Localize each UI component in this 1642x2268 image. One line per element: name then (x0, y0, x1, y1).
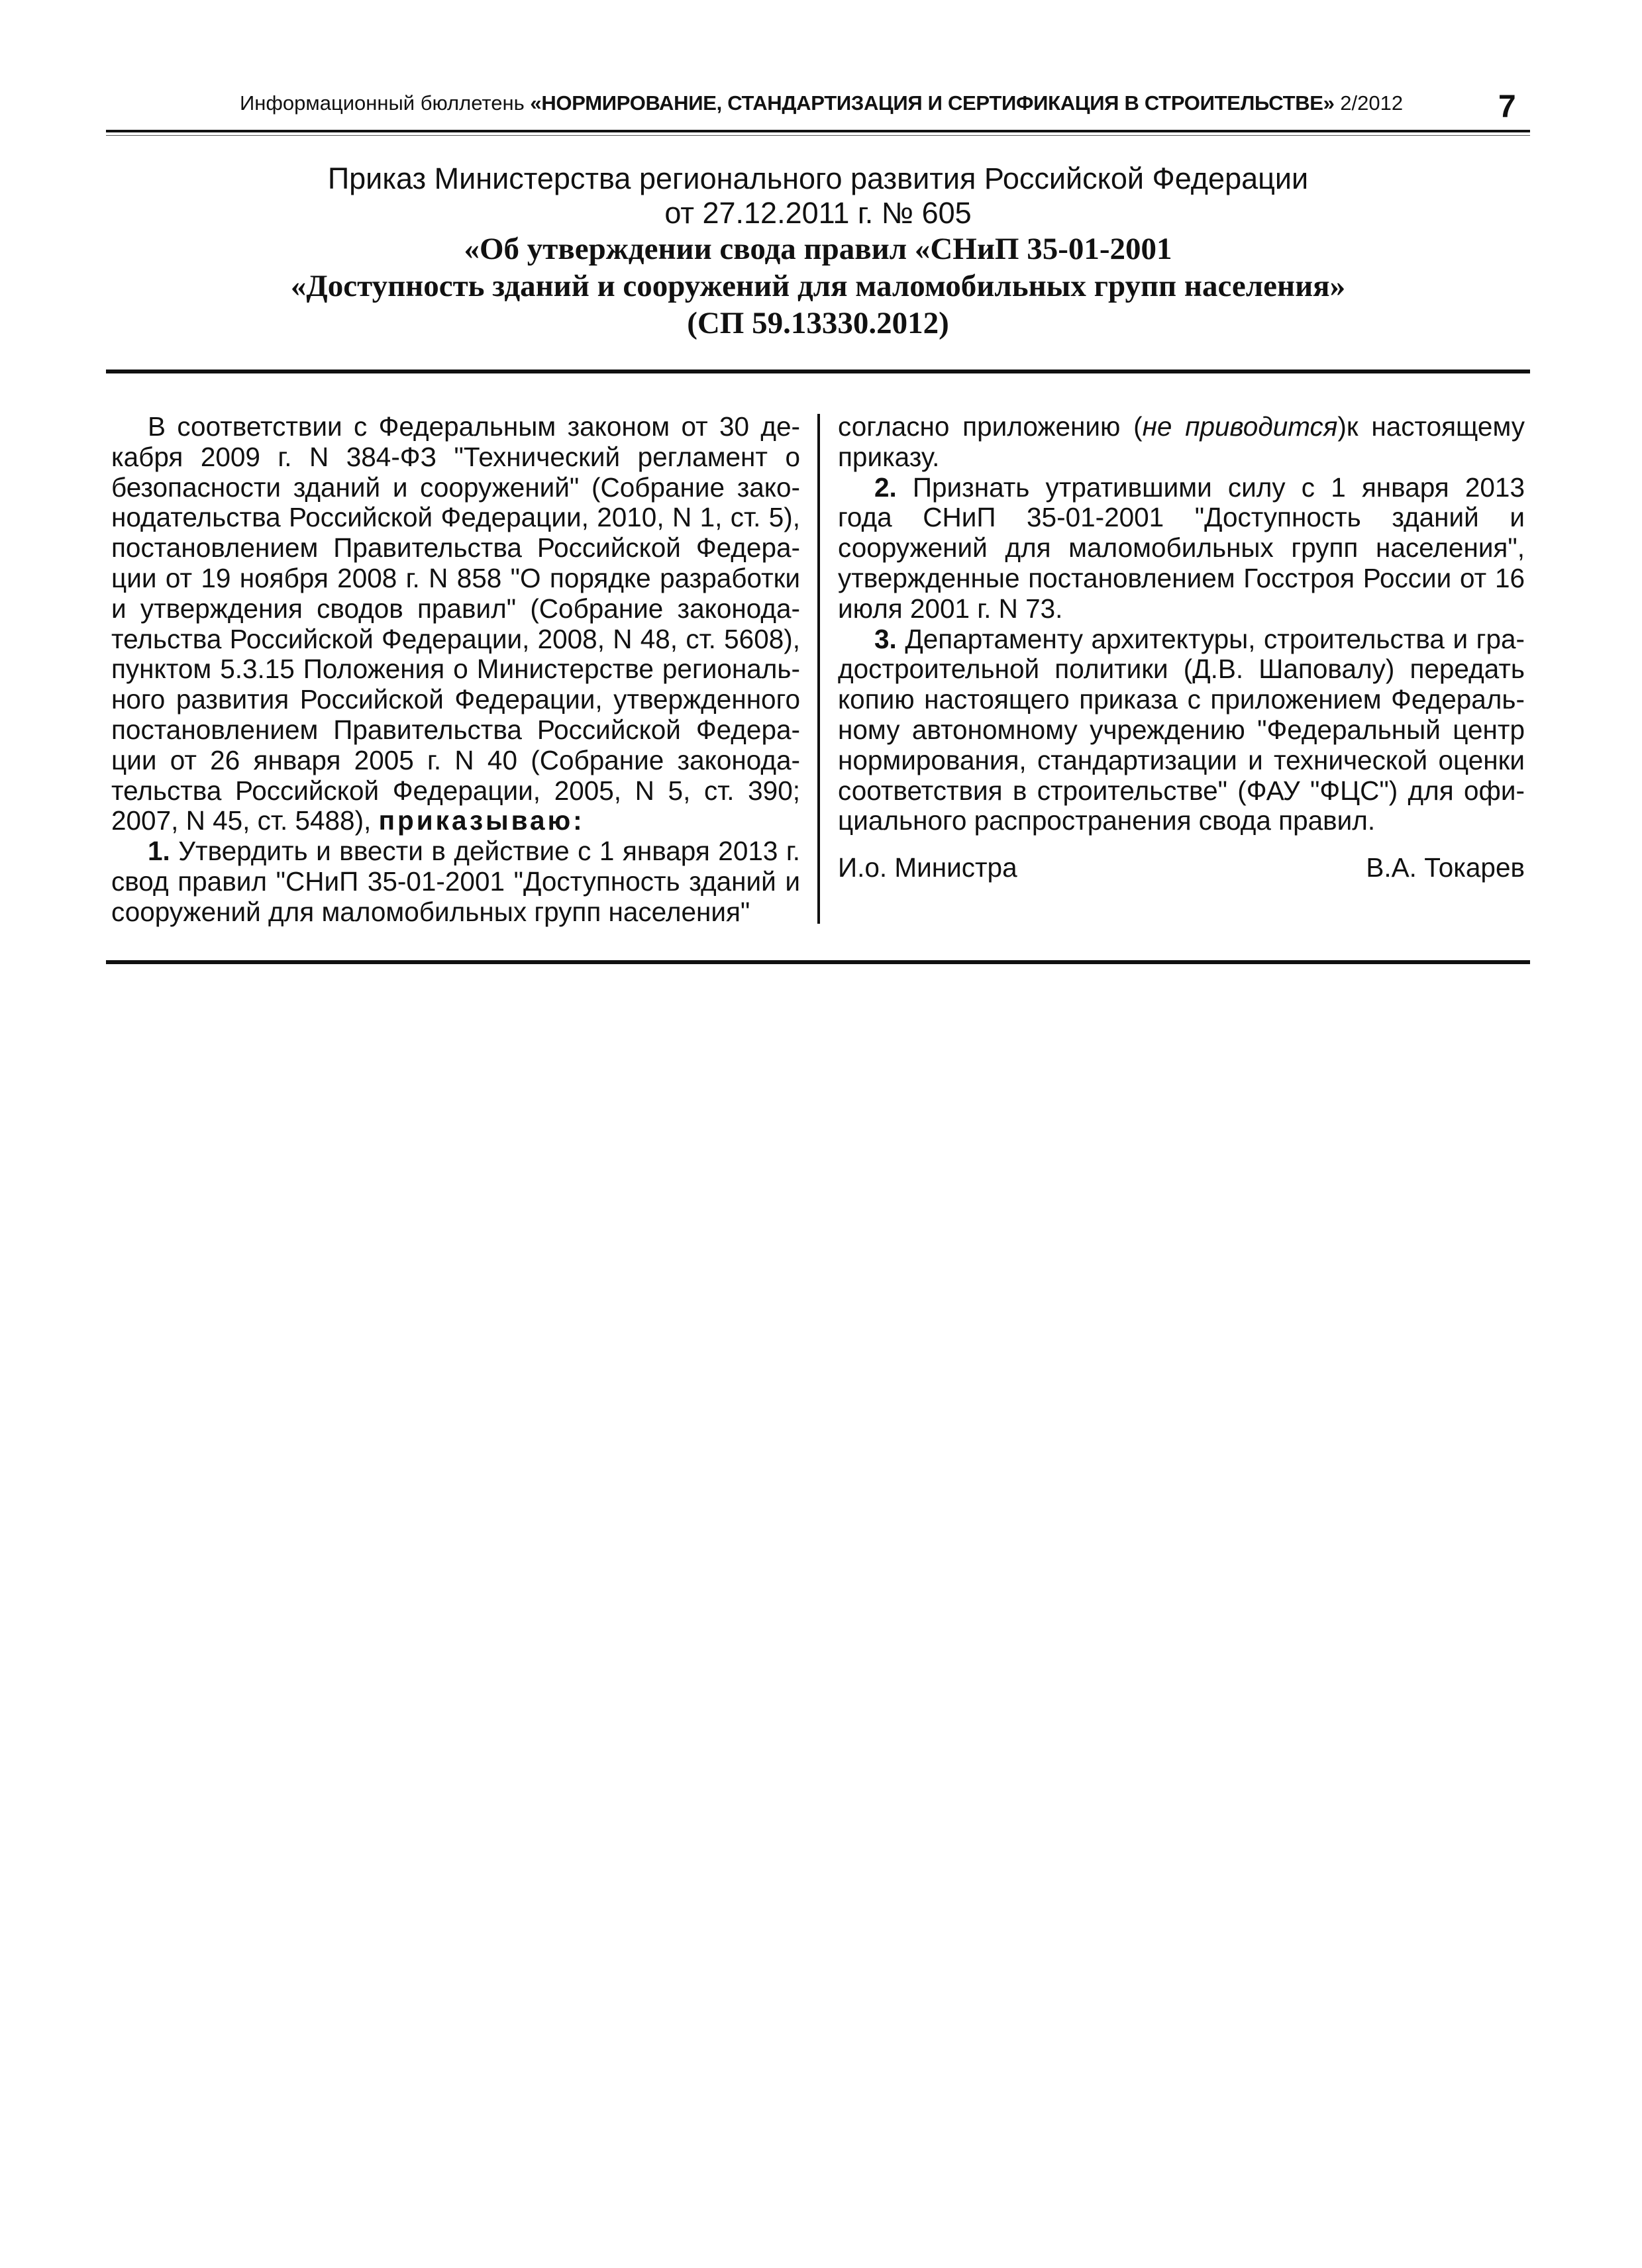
item-3-paragraph (838, 624, 1525, 837)
title-subject-line1: «Об утверждении свода правил «СНиП 35-01-2001 (464, 232, 1172, 266)
title-subject-line2: «Доступность зданий и сооружений для маломобильных групп населения» (290, 269, 1346, 303)
item-1-continuation (838, 412, 1525, 473)
bulletin-title: «НОРМИРОВАНИЕ, СТАНДАРТИЗАЦИЯ И СЕРТИФИКАЦИЯ В СТРОИТЕЛЬСТВЕ» (530, 91, 1335, 115)
footer-divider (106, 960, 1530, 964)
item-1-number: 1. (148, 836, 170, 867)
item-1-text: Утвердить и ввести в действие с 1 января 2013 г. свод правил "СНиП 35-01-2001 "Доступность зданий и сооружений для маломобильных групп населения" (111, 836, 800, 927)
column-divider (817, 414, 820, 924)
bulletin-issue: 2/2012 (1340, 91, 1404, 115)
item-2-text: Признать утратившими силу с 1 января 2013 года СНиП 35-01-2001 "Доступность зданий и сооружений для маломобильных групп населения", утвержденные постановлением Госстроя России от 16 июля 2001 г. N 73. (838, 471, 1525, 624)
signature-role: И.о. Министра (838, 852, 1017, 883)
page-number: 7 (1498, 89, 1516, 124)
signature-name: В.А. Токарев (1366, 852, 1525, 883)
header-divider (106, 130, 1530, 132)
item-3-number: 3. (874, 623, 897, 654)
bulletin-prefix: Информационный бюллетень (240, 91, 525, 115)
header-divider-thin (106, 135, 1530, 136)
right-column (838, 412, 1525, 883)
title-code: (СП 59.13330.2012) (687, 306, 949, 340)
item-1-paragraph (111, 836, 800, 927)
document-title (106, 162, 1530, 342)
item-2-number: 2. (874, 471, 897, 503)
title-divider (106, 370, 1530, 373)
running-header (240, 90, 1412, 117)
signature-block (838, 853, 1525, 883)
title-issuer: Приказ Министерства регионального развития Российской Федерации (327, 162, 1309, 195)
title-date-number: от 27.12.2011 г. № 605 (664, 196, 972, 230)
item-3-text: Департаменту архитектуры, строительства и градостроительной политики (Д.В. Шаповалу) передать копию настоящего приказа с приложением Федеральному автономному учреждению "Федеральный центр нормирования, стандартизации и технической оценки соответствия в строительстве" (ФАУ "ФЦС") для официального распространения свода правил. (838, 623, 1525, 836)
item-2-paragraph (838, 473, 1525, 624)
preamble-text: В соответствии с Федеральным законом от 30 декабря 2009 г. N 384-ФЗ "Технический регламент о безопасности зданий и сооружений" (Собрание законодательства Российской Федерации, 2010, N 1, ст. 5), постановлением Правительства Российской Федерации от 19 ноября 2008 г. N 858 "О порядке разработки и утверждения сводов правил" (Собрание законодательства Российской Федерации, 2008, N 48, ст. 5608), пунктом 5.3.15 Положения о Министерстве регионального развития Российской Федерации, утвержденного постановлением Правительства Российской Федерации от 26 января 2005 г. N 40 (Собрание законодательства Российской Федерации, 2005, N 5, ст. 390; 2007, N 45, ст. 5488), (111, 411, 800, 836)
left-column (111, 412, 800, 928)
item-1-cont-b: )к настоящему приказу. (838, 411, 1525, 472)
preamble-paragraph (111, 412, 800, 836)
order-word: приказываю: (378, 805, 585, 836)
item-1-cont-italic: не приводится (1142, 411, 1338, 442)
item-1-cont-a: согласно приложению ( (838, 411, 1143, 442)
